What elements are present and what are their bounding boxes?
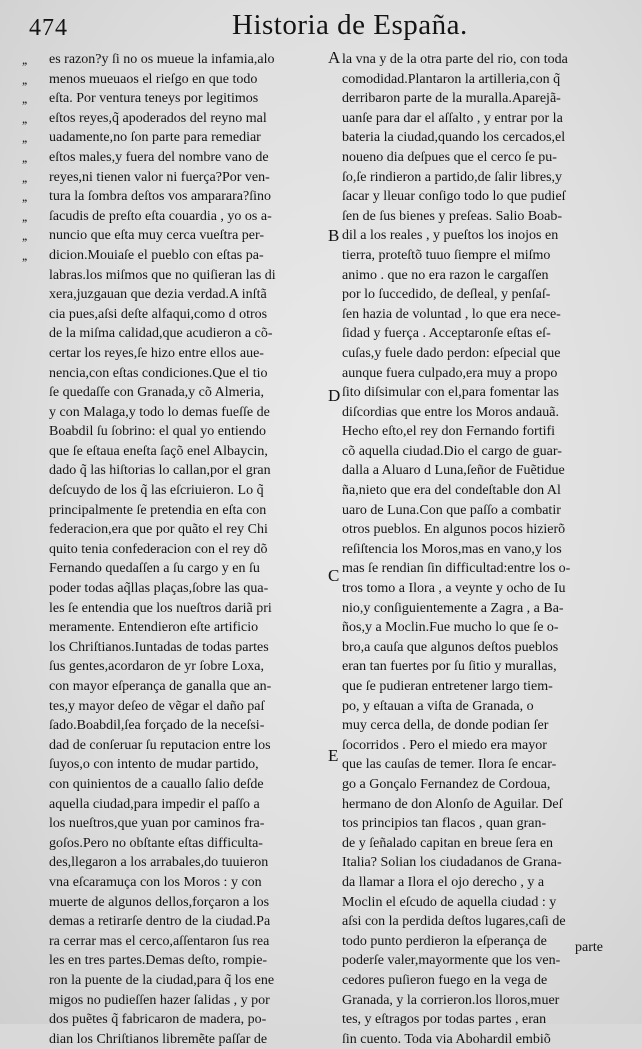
right-text-line: ſito diſsimular con el,para fomentar las <box>342 385 559 401</box>
right-text-line: dil a los reales , y pueſtos los inojos en <box>342 228 559 244</box>
line-text: Boabdil ſu ſobrino: el qual yo entiendo <box>49 424 266 440</box>
left-text-line <box>20 187 332 207</box>
line-text: poder todas aq̃llas plaças,ſobre las qua- <box>49 581 269 597</box>
left-text-line <box>20 520 332 540</box>
left-text-line <box>20 128 332 148</box>
line-text: meramente. Entendieron eſte artificio <box>49 620 259 636</box>
left-text-line <box>20 873 332 893</box>
right-text-line: poderſe valer,mayormente que los ven- <box>342 953 561 969</box>
quotation-mark: ,, <box>22 110 27 126</box>
right-text-line: da llamar a Ilora el ojo derecho , y a <box>342 874 545 890</box>
right-text-line: Italia? Solian los ciudadanos de Grana- <box>342 855 562 871</box>
right-text-line: ſo,ſe rindieron a partido,de ſalir libres,y <box>342 169 563 185</box>
line-text: uadamente,no ſon parte para remediar <box>49 130 261 146</box>
line-text: labras.los miſmos que no quiſieran las di <box>49 267 276 283</box>
right-text-line: reſiſtencia los Moros,mas en vano,y los <box>342 541 562 557</box>
left-text-line <box>20 697 332 717</box>
line-text: aquella ciudad,para impedir el paſſo a <box>49 796 260 812</box>
right-text-line: bro,a cauſa que algunos deſtos pueblos <box>342 639 559 655</box>
left-text-line <box>20 246 332 266</box>
right-text-line: animo . que no era razon le cargaſſen <box>342 267 549 283</box>
right-text-line: diſcordias que entre los Moros andauã. <box>342 404 559 420</box>
left-text-line <box>20 501 332 521</box>
right-text-line: que ſe pudieran entretener largo tiem- <box>342 679 553 694</box>
left-text-line <box>20 795 332 815</box>
left-text-line <box>20 226 332 246</box>
line-text: muerte de algunos dellos,forçaron a los <box>49 894 270 910</box>
right-text-line: que las cauſas de temer. Ilora ſe encar- <box>342 757 557 773</box>
line-text: ſado.Boabdil,ſea forçado de la neceſsi- <box>49 718 265 734</box>
quotation-mark: ,, <box>22 247 27 263</box>
line-text: dos puẽtes q̃ fabricaron de madera, po- <box>49 1012 267 1028</box>
line-text: con quinientos de a cauallo ſalio deſde <box>49 776 264 792</box>
right-text-line: cuſas,y fuele dado perdon: eſpecial que <box>342 345 561 361</box>
line-text: los nueſtros,que yuan por caminos fra- <box>49 816 265 832</box>
left-text-line <box>20 971 332 991</box>
quotation-mark: ,, <box>22 91 27 107</box>
line-text: quito tenia confederacion con el rey dõ <box>49 541 268 557</box>
left-text-line <box>20 1030 332 1049</box>
line-text: eſtos reyes,q̃ apoderados del reyno mal <box>49 110 267 126</box>
quotation-mark: ,, <box>22 169 27 185</box>
line-text: eſta. Por ventura teneys por legitimos <box>49 91 259 107</box>
margin-letter-b: B <box>328 226 340 245</box>
right-text-line: Hecho eſto,el rey don Fernando fortifi <box>342 424 556 440</box>
line-text: de la miſma calidad,que acudieron a cõ- <box>49 326 273 342</box>
right-text-line: ſen hazia de voluntad , lo que era nece- <box>342 306 561 322</box>
line-text: y con Malaga,y todo lo demas fueſſe de <box>49 404 270 420</box>
page-number: 474 <box>29 15 68 41</box>
line-text: cia pues,aſsi deſte alfaqui,como d otros <box>49 306 268 322</box>
right-text-line: noueno dia deſpues que el cerco ſe pu- <box>342 149 557 165</box>
left-text-line <box>20 579 332 599</box>
right-text-line: ña,nieto que era del condeſtable don Al <box>342 483 561 499</box>
line-text: deſcuydo de los q̃ las eſcriuieron. Lo q̃ <box>49 483 264 499</box>
margin-letter-d: D <box>328 386 341 405</box>
line-text: ſacudis de preſto eſta couardia , yo os a- <box>49 208 272 224</box>
left-text-line <box>20 951 332 971</box>
left-text-line <box>20 716 332 736</box>
right-text-line: nio,y conſiguientemente a Zagra , a Ba- <box>342 600 564 616</box>
left-text-line <box>20 991 332 1011</box>
left-text-line <box>20 814 332 834</box>
line-text: principalmente ſe pretendia en eſta con <box>49 502 267 518</box>
quotation-mark: ,, <box>22 149 27 165</box>
line-text: certar los reyes,ſe hizo entre ellos aue- <box>49 345 264 361</box>
left-text-line <box>20 168 332 188</box>
quotation-mark: ,, <box>22 228 27 244</box>
line-text: menos mueuaos el rieſgo en que todo <box>49 71 258 87</box>
right-text-line: hermano de don Alonſo de Aguilar. Deſ <box>342 796 563 812</box>
left-text-line <box>20 344 332 364</box>
right-text-line: cedores puſieron fuego en la vega de <box>342 972 548 988</box>
line-text: tes,y mayor deſeo de vẽgar el daño paſ <box>49 698 265 714</box>
left-text-line <box>20 70 332 90</box>
running-title: Historia de España. <box>232 9 468 41</box>
left-text-line <box>20 383 332 403</box>
left-text-line <box>20 559 332 579</box>
right-text-line: comodidad.Plantaron la artilleria,con q̃ <box>342 71 561 87</box>
line-text: Fernando quedaſſen a ſu cargo y en ſu <box>49 561 260 577</box>
margin-letter-c: C <box>328 566 340 585</box>
line-text: demas a retirarſe dentro de la ciudad.Pa <box>49 914 271 930</box>
line-text: con mayor eſperança de ganalla que an- <box>49 679 272 694</box>
line-text: dicion.Mouiaſe el pueblo con eſtas pa- <box>49 247 264 263</box>
left-text-line <box>20 677 332 697</box>
left-text-line <box>20 285 332 305</box>
line-text: nuncio que eſta muy cerca vueſtra per- <box>49 228 265 244</box>
line-text: nencia,con eſtas condiciones.Que el tio <box>49 365 268 381</box>
left-text-line <box>20 657 332 677</box>
quotation-mark: ,, <box>22 52 27 67</box>
right-text-line: ſacar y lleuar conſigo todo lo que pudieſ <box>342 189 566 205</box>
left-text-line <box>20 853 332 873</box>
line-text: les en tres partes.Demas deſto, rompie- <box>49 953 268 969</box>
right-text-line: uanſe para dar el aſſalto , y entrar por la <box>342 110 563 126</box>
line-text: ron la puente de la ciudad,para q̃ los ene <box>49 972 275 988</box>
line-text: ſuyos,o con intento de mudar partido, <box>49 757 259 773</box>
quotation-mark: ,, <box>22 208 27 224</box>
left-text-line <box>20 148 332 168</box>
margin-letter-a: A <box>328 48 341 67</box>
right-text-line: aſsi con la perdida deſtos lugares,caſi de <box>342 914 566 930</box>
quotation-mark: ,, <box>22 71 27 87</box>
quotation-mark: ,, <box>22 130 27 146</box>
right-text-line: eran tan fuertes por ſu ſitio y murallas, <box>342 659 557 675</box>
left-text-line <box>20 109 332 129</box>
left-text-line <box>20 618 332 638</box>
right-text-line: por lo ſuccedido, de deſleal, y penſaſ- <box>342 287 551 303</box>
line-text: dado q̃ las hiſtorias lo callan,por el gran <box>49 463 271 479</box>
line-text: vna eſcaramuça con los Moros : y con <box>49 874 262 890</box>
right-text-line: dalla a Aluaro d Luna,ſeñor de Fuẽtidue <box>342 463 565 479</box>
line-text: los Chriſtianos.Iuntadas de todas partes <box>49 639 269 655</box>
right-text-line: la vna y de la otra parte del rio, con toda <box>342 52 568 67</box>
right-text-line: uaro de Luna.Con que paſſo a combatir <box>342 502 561 518</box>
left-text-line <box>20 461 332 481</box>
line-text: que ſe eſtaua eneſta ſaçõ enel Albaycin, <box>49 443 268 459</box>
line-text: ſe quedaſſe con Granada,y cõ Almeria, <box>49 385 264 401</box>
left-text-line <box>20 207 332 227</box>
left-text-line <box>20 422 332 442</box>
line-text: dian los Chriſtianos libremẽte paſſar de <box>49 1031 268 1047</box>
right-text-line: tierra, proteſtõ tuuo ſiempre el miſmo <box>342 247 551 263</box>
right-text-column <box>342 50 630 1049</box>
line-text: eſtos males,y fuera del nombre vano de <box>49 149 269 165</box>
left-text-line <box>20 893 332 913</box>
left-text-line <box>20 305 332 325</box>
left-text-line <box>20 266 332 286</box>
right-text-line: ſen de ſus bienes y preſeas. Salio Boab- <box>342 208 563 224</box>
right-text-line: derribaron parte de la muralla.Aparejã- <box>342 91 561 107</box>
left-text-column <box>20 50 332 1049</box>
right-text-line: de y ſeñalado capitan en breue ſera en <box>342 835 554 851</box>
left-text-line <box>20 932 332 952</box>
right-text-line: tros tomo a Ilora , a veynte y ocho de Iu <box>342 581 566 597</box>
right-text-line: ſin cuento. Toda via Abohardil embiõ <box>342 1031 551 1047</box>
line-text: ſus gentes,acordaron de yr ſobre Loxa, <box>49 659 264 675</box>
line-text: ra cerrar mas el cerco,aſſentaron ſus rea <box>49 933 270 949</box>
line-text: goſos.Pero no obſtante eſtas difficulta- <box>49 835 263 851</box>
quotation-mark: ,, <box>22 189 27 205</box>
line-text: dad de conſeruar ſu reputacion entre los <box>49 737 271 753</box>
right-text-line: ſocorridos . Pero el miedo era mayor <box>342 737 547 753</box>
right-text-line: Moclin el eſcudo de aquella ciudad : y <box>342 894 557 910</box>
left-text-line <box>20 1010 332 1030</box>
right-text-line: mas ſe rendian ſin difficultad:entre los o- <box>342 561 571 577</box>
left-text-line <box>20 89 332 109</box>
line-text: xera,juzgauan que dezia verdad.A inſtã <box>49 287 267 303</box>
left-text-line <box>20 834 332 854</box>
left-text-line <box>20 736 332 756</box>
right-text-line: ños,y a Moclin.Fue mucho lo que ſe o- <box>342 620 559 636</box>
right-text-line: muy cerca della, de donde podian ſer <box>342 718 549 734</box>
margin-letter-e: E <box>328 746 339 765</box>
left-text-line <box>20 638 332 658</box>
left-text-line <box>20 403 332 423</box>
right-text-line: cõ aquella ciudad.Dio el cargo de guar- <box>342 443 562 459</box>
line-text: es razon?y ſi no os mueue la infamia,alo <box>49 52 275 67</box>
right-text-line: otros pueblos. En algunos pocos hizierõ <box>342 522 566 538</box>
line-text: migos no pudieſſen hazer ſalidas , y por <box>49 992 270 1008</box>
line-text: des,llegaron a los arrabales,do tuuieron <box>49 855 269 871</box>
left-text-line <box>20 50 332 70</box>
right-text-line: ſidad y fuerça . Acceptaronſe eſtas eſ- <box>342 326 551 342</box>
line-text: les ſe entendia que los nueſtros dariã pri <box>49 600 272 616</box>
line-text: reyes,ni tienen valor ni fuerça?Por ven- <box>49 169 270 185</box>
right-text-line: po, y eſtauan a viſta de Granada, o <box>342 698 534 714</box>
right-text-line: Granada, y la corrieron.los lloros,muer <box>342 992 560 1008</box>
left-text-line <box>20 442 332 462</box>
left-text-line <box>20 755 332 775</box>
left-text-line <box>20 324 332 344</box>
right-text-line: todo punto perdieron la eſperança de <box>342 933 547 949</box>
line-text: tura la ſombra deſtos vos amparara?ſino <box>49 189 271 205</box>
left-text-line <box>20 481 332 501</box>
left-text-line <box>20 540 332 560</box>
left-text-line <box>20 599 332 619</box>
line-text: federacion,era que por quãto el rey Chi <box>49 522 268 538</box>
right-text-line: go a Gonçalo Fernandez de Cordoua, <box>342 776 551 792</box>
right-text-line: bateria la ciudad,quando los cercados,el <box>342 130 566 146</box>
right-text-line: aunque fuera culpado,era muy a propo <box>342 365 558 381</box>
catchword: parte <box>575 940 603 955</box>
left-text-line <box>20 775 332 795</box>
right-text-line: tos principios tan flacos , quan gran- <box>342 816 547 832</box>
right-text-line: tes, y eſtragos por todas partes , eran <box>342 1012 547 1028</box>
left-text-line <box>20 364 332 384</box>
left-text-line <box>20 912 332 932</box>
